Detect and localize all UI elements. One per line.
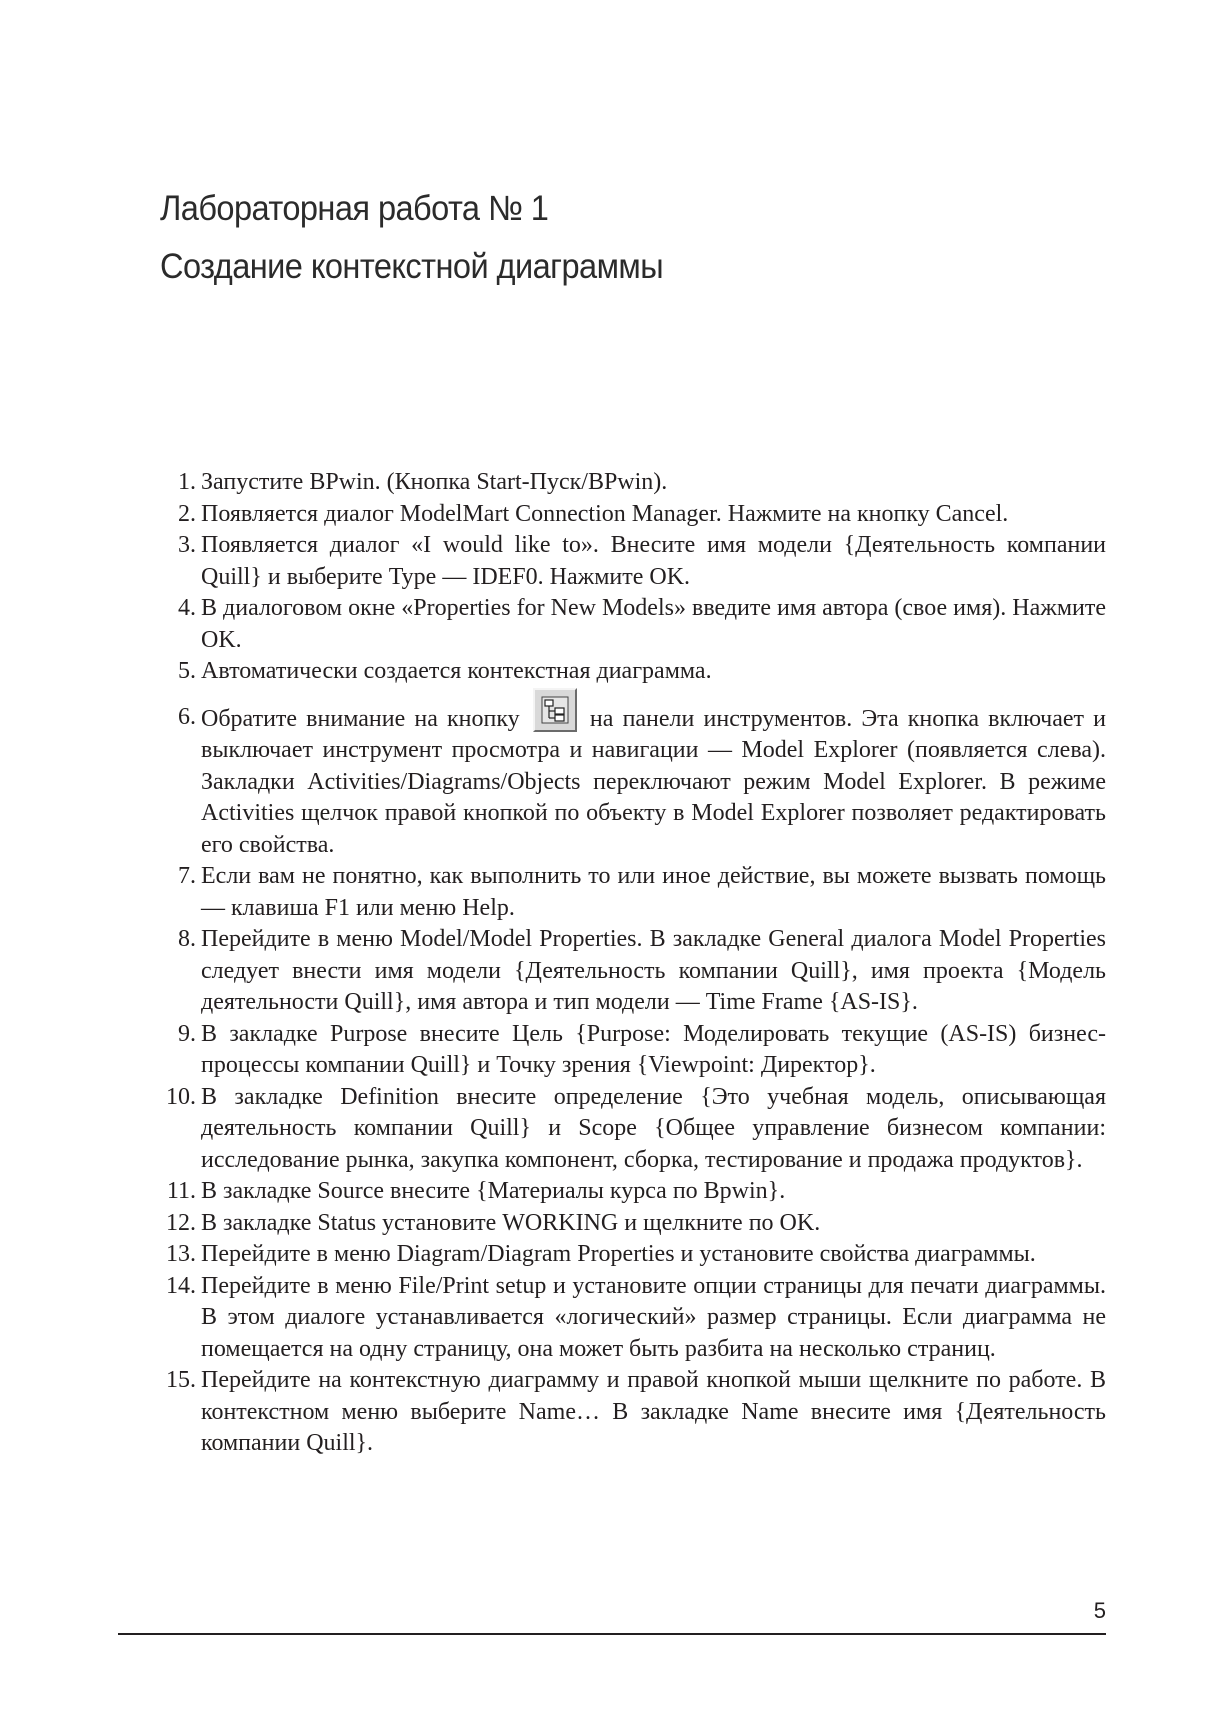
list-item bbox=[160, 1239, 1106, 1271]
item-number: 10. bbox=[166, 1083, 196, 1110]
item-number: 7. bbox=[178, 863, 196, 889]
title-line-1: Лабораторная работа № 1 bbox=[160, 189, 549, 228]
item-number: 2. bbox=[178, 500, 196, 527]
item-number: 8. bbox=[178, 926, 196, 952]
item-text: Перейдите в меню Model/Model Properties. В закладке General диалога Model Properties следует внести имя модели {Деятельность компании Quill}, имя проекта {Модель деятельности Quill}, имя автора и тип модели — Time Frame {AS-IS}. bbox=[201, 926, 1106, 1015]
page-title bbox=[160, 180, 663, 296]
item-number: 1. bbox=[178, 469, 196, 495]
list-item bbox=[160, 530, 1106, 593]
list-item bbox=[160, 1365, 1106, 1460]
item-text: Если вам не понятно, как выполнить то или иное действие, вы можете вызвать помощь — клавиша F1 или меню Help. bbox=[201, 863, 1106, 921]
item-text: В закладке Status установите WORKING и щелкните по OK. bbox=[201, 1209, 821, 1236]
list-item bbox=[160, 656, 1106, 688]
item-number: 6. bbox=[178, 703, 196, 730]
item-number: 12. bbox=[166, 1209, 196, 1236]
list-item bbox=[160, 1271, 1106, 1366]
item-text-before: Обратите внимание на кнопку bbox=[201, 705, 529, 732]
item-text-after: на панели инструментов. Эта кнопка включает и выключает инструмент просмотра и навигации — Model Explorer (появляется слева). Закладки Activities/Diagrams/Objects переключают режим Model Explorer. В режиме Activities щелчок правой кнопкой по объекту в Model Explorer позволяет редактировать его свойства. bbox=[201, 705, 1107, 858]
list-item bbox=[160, 702, 1106, 862]
list-item bbox=[160, 1082, 1106, 1177]
item-text: Перейдите на контекстную диаграмму и правой кнопкой мыши щелкните по работе. В контекстном меню выберите Name… В закладке Name внесите имя {Деятельность компании Quill}. bbox=[201, 1367, 1106, 1456]
item-number: 4. bbox=[178, 595, 196, 621]
model-explorer-icon bbox=[533, 688, 577, 732]
footer-rule bbox=[118, 1633, 1106, 1635]
item-text: Появляется диалог «I would like to». Внесите имя модели {Деятельность компании Quill} и выберите Type — IDEF0. Нажмите OK. bbox=[201, 532, 1106, 590]
title-line-2: Создание контекстной диаграммы bbox=[160, 247, 664, 286]
list-item bbox=[160, 499, 1106, 531]
list-item bbox=[160, 861, 1106, 924]
list-item bbox=[160, 1208, 1106, 1240]
item-number: 5. bbox=[178, 658, 196, 684]
task-list bbox=[160, 467, 1106, 1460]
item-text: В диалоговом окне «Properties for New Models» введите имя автора (свое имя). Нажмите OK. bbox=[201, 595, 1106, 653]
list-item bbox=[160, 593, 1106, 656]
item-number: 9. bbox=[178, 1020, 196, 1047]
page-number: 5 bbox=[1093, 1598, 1106, 1623]
item-number: 15. bbox=[166, 1367, 196, 1393]
item-number: 14. bbox=[166, 1272, 196, 1299]
item-text: Появляется диалог ModelMart Connection Manager. Нажмите на кнопку Cancel. bbox=[201, 500, 1009, 527]
item-text: Перейдите в меню File/Print setup и установите опции страницы для печати диаграммы. В этом диалоге устанавливается «логический» размер страницы. Если диаграмма не помещается на одну страницу, она может быть разбита на несколько страниц. bbox=[201, 1272, 1106, 1362]
list-item bbox=[160, 1019, 1106, 1082]
item-text: Запустите BPwin. (Кнопка Start-Пуск/BPwin). bbox=[201, 469, 668, 495]
item-text: В закладке Source внесите {Материалы курса по Bpwin}. bbox=[201, 1178, 786, 1204]
list-item bbox=[160, 467, 1106, 499]
item-number: 11. bbox=[166, 1178, 196, 1204]
item-number: 3. bbox=[178, 532, 196, 558]
item-text: В закладке Definition внесите определение {Это учебная модель, описывающая деятельность компании Quill} и Scope {Общее управление бизнесом компании: исследование рынка, закупка компонент, сборка, тестирование и продажа продуктов}. bbox=[201, 1083, 1106, 1173]
item-text: Перейдите в меню Diagram/Diagram Properties и установите свойства диаграммы. bbox=[201, 1241, 1036, 1267]
item-text: В закладке Purpose внесите Цель {Purpose: Моделировать текущие (AS-IS) бизнес-процессы компании Quill} и Точку зрения {Viewpoint: Директор}. bbox=[201, 1020, 1106, 1078]
list-item bbox=[160, 924, 1106, 1019]
list-item bbox=[160, 1176, 1106, 1208]
item-number: 13. bbox=[166, 1241, 196, 1267]
item-text: Автоматически создается контекстная диаграмма. bbox=[201, 658, 712, 684]
